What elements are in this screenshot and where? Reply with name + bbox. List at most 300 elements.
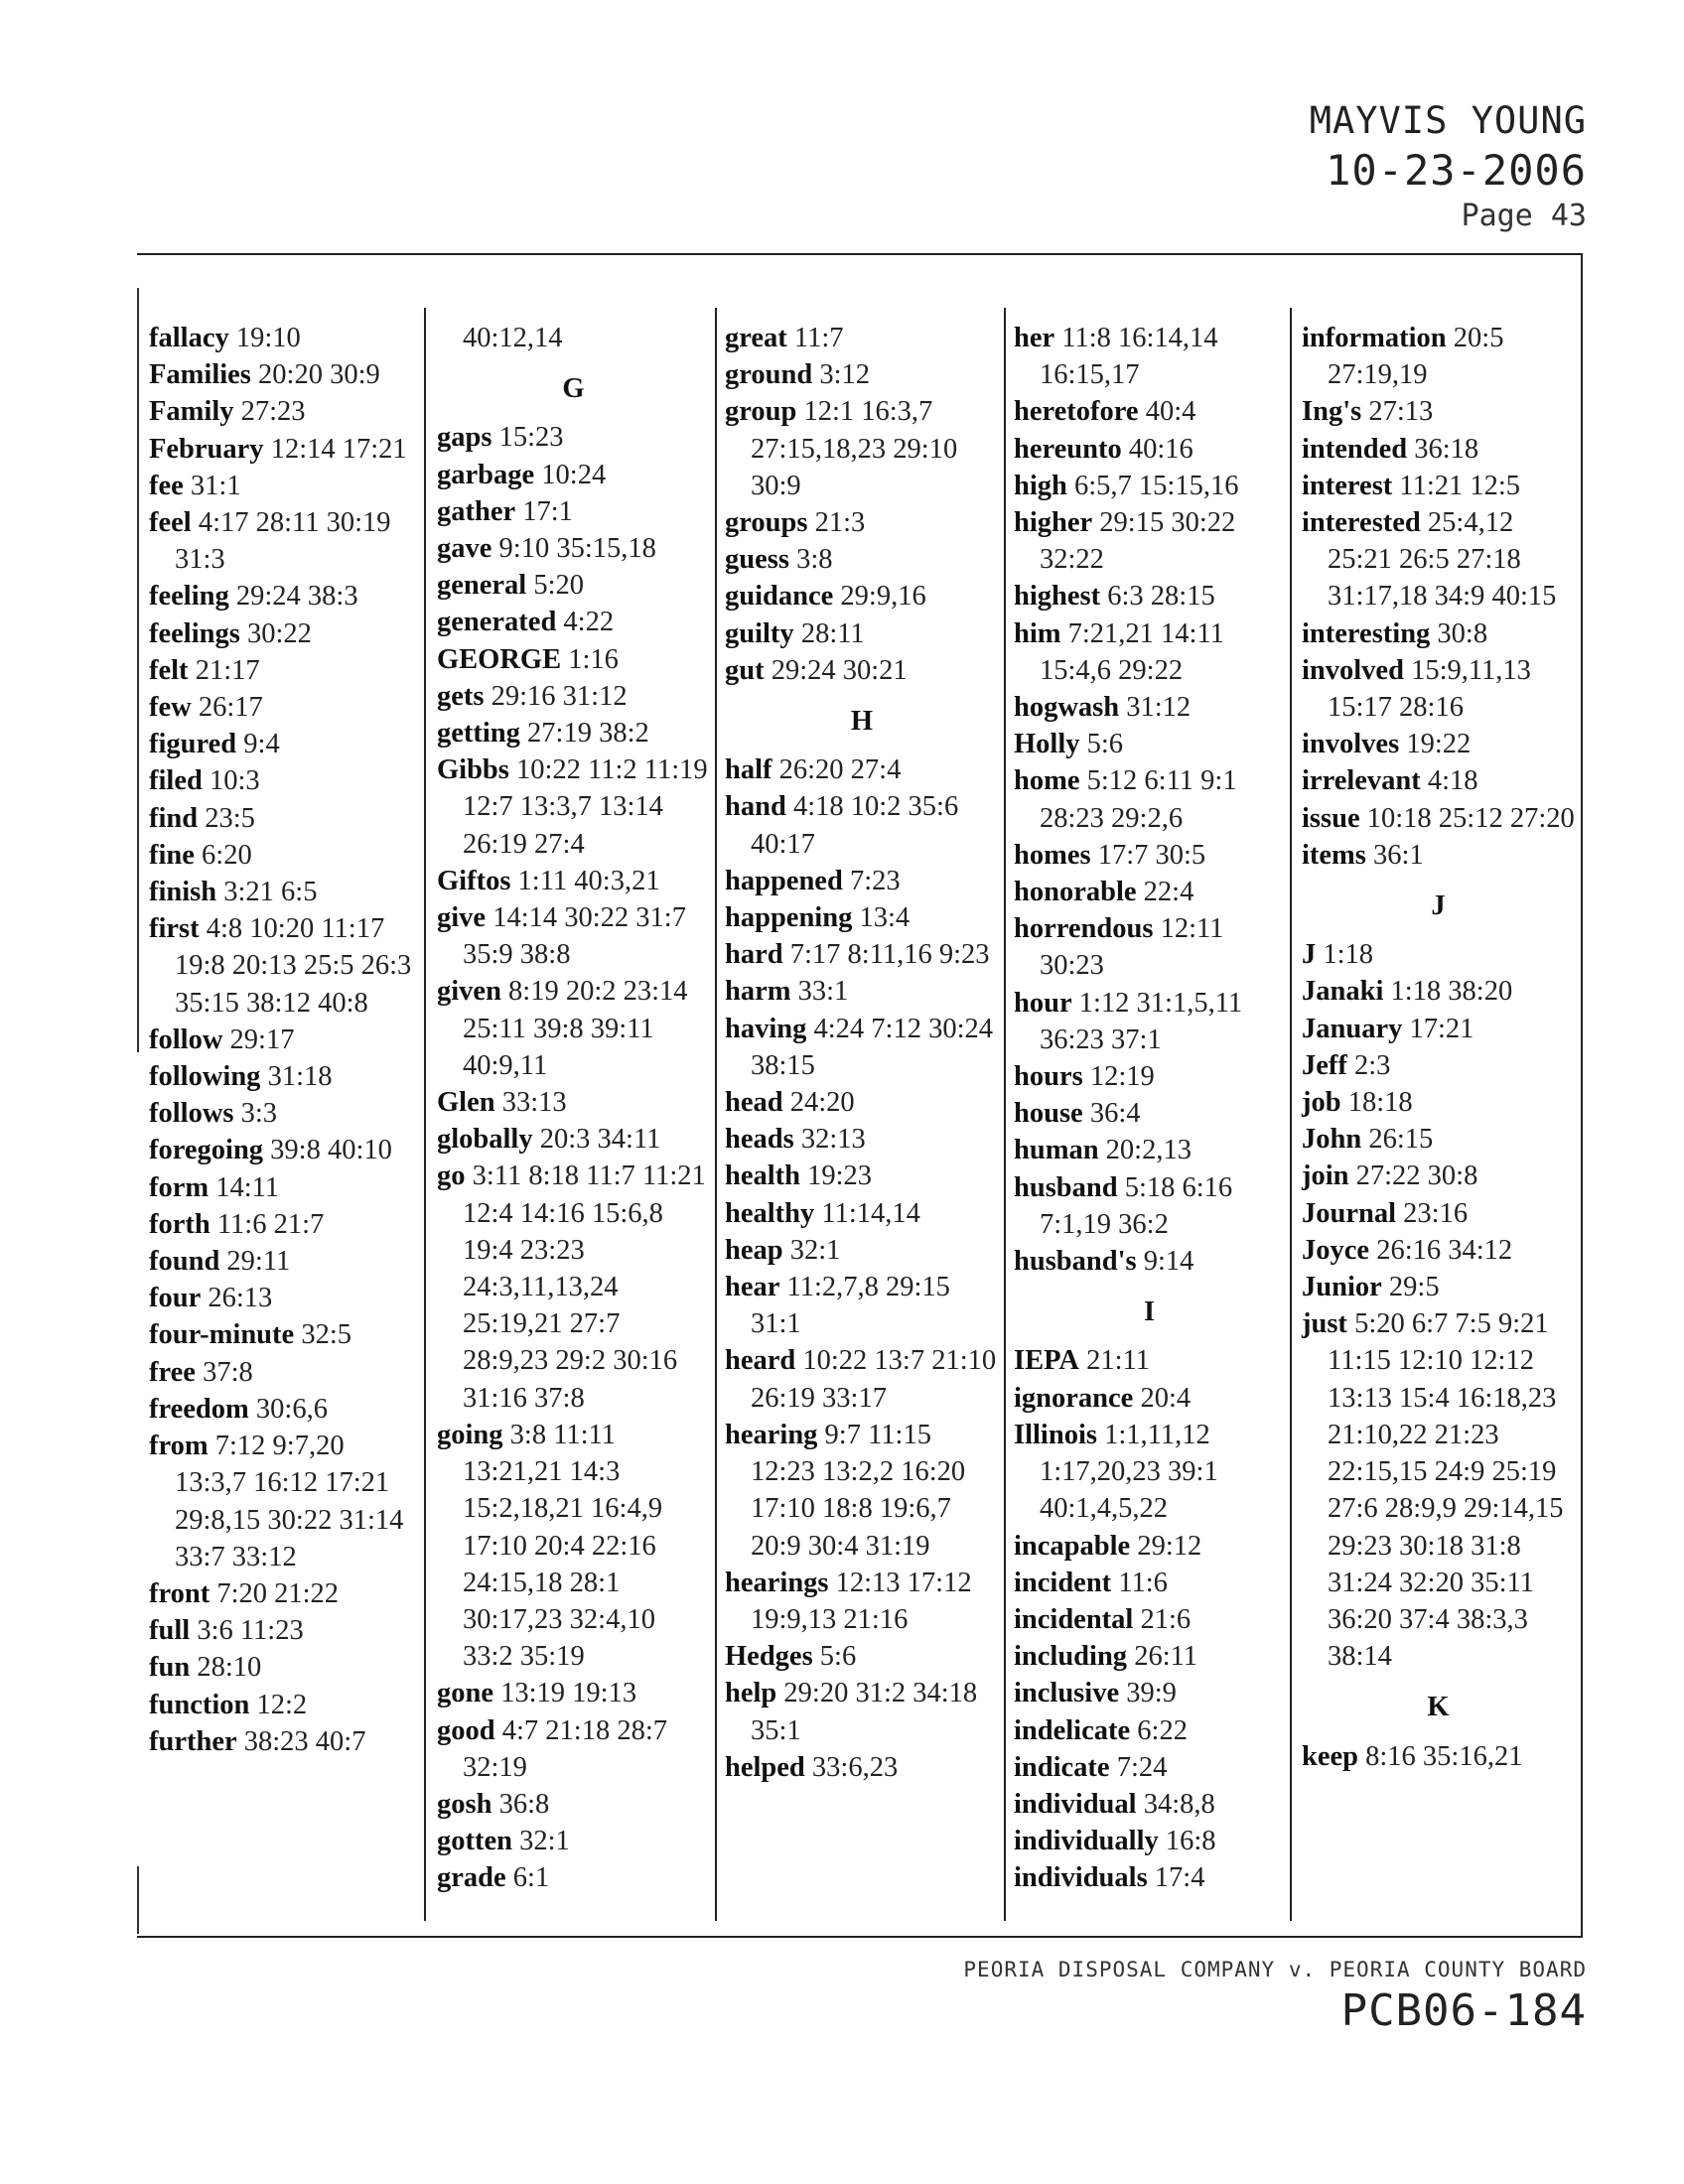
left-border-mark-bottom xyxy=(137,1866,139,1934)
index-term: groups xyxy=(725,507,808,539)
column-divider xyxy=(424,308,426,1921)
page-line-refs: 31:12 xyxy=(1126,692,1192,724)
page-line-refs: 9:10 35:15,18 xyxy=(498,533,656,565)
index-entry xyxy=(437,899,710,973)
index-term: hearing xyxy=(725,1419,818,1450)
page-line-refs: 33:6,23 xyxy=(811,1751,899,1783)
index-entry xyxy=(725,1417,999,1565)
page-line-refs: 10:18 25:12 27:20 xyxy=(1366,802,1575,834)
index-term: Jeff xyxy=(1302,1049,1347,1081)
index-entry xyxy=(437,1712,710,1786)
index-term: Glen xyxy=(437,1087,495,1119)
index-entry xyxy=(437,1121,710,1158)
index-entry xyxy=(725,1084,999,1121)
page-line-refs: 36:18 xyxy=(1414,433,1479,465)
page-line-refs: 21:11 xyxy=(1086,1345,1150,1377)
index-term: health xyxy=(725,1160,801,1192)
index-term: guess xyxy=(725,544,789,576)
index-term: felt xyxy=(149,654,189,686)
index-term: incidental xyxy=(1014,1603,1134,1635)
page-line-refs: 26:17 xyxy=(198,692,263,724)
index-entry xyxy=(437,1823,710,1859)
index-entry xyxy=(1014,1712,1285,1749)
index-term: further xyxy=(149,1725,237,1757)
page-line-refs: 4:18 xyxy=(1427,765,1478,797)
index-term: heard xyxy=(725,1345,796,1377)
index-term: filed xyxy=(149,765,203,797)
index-term: Journal xyxy=(1302,1197,1397,1229)
page-line-refs: 29:24 30:21 xyxy=(771,654,908,686)
index-entry xyxy=(437,1786,710,1823)
index-entry xyxy=(149,1687,419,1723)
page-line-refs: 5:12 6:11 9:1 28:23 29:2,6 xyxy=(1040,765,1237,834)
page-line-refs: 27:23 xyxy=(240,396,306,428)
index-term: few xyxy=(149,692,192,724)
deposition-date: 10-23-2006 xyxy=(1326,146,1587,195)
index-entry xyxy=(437,493,710,530)
index-entry xyxy=(1302,1738,1575,1775)
index-entry xyxy=(149,1428,419,1575)
index-entry xyxy=(1302,615,1575,652)
page-line-refs: 29:12 xyxy=(1137,1530,1202,1562)
page-line-refs: 19:22 xyxy=(1406,729,1472,760)
index-term: human xyxy=(1014,1135,1099,1166)
index-entry xyxy=(725,393,999,504)
index-entry xyxy=(1014,393,1285,430)
page-line-refs: 27:22 30:8 xyxy=(1355,1160,1478,1192)
index-entry xyxy=(1302,1269,1575,1305)
page-line-refs: 4:22 xyxy=(563,607,615,638)
index-entry xyxy=(1014,1749,1285,1786)
index-entry xyxy=(1014,726,1285,762)
page-line-refs: 21:6 xyxy=(1140,1603,1192,1635)
page-line-refs: 1:18 38:20 xyxy=(1390,976,1513,1008)
page-line-refs: 7:23 xyxy=(849,865,901,896)
index-entry xyxy=(1302,320,1575,393)
index-entry xyxy=(725,1121,999,1158)
page-line-refs: 20:3 34:11 xyxy=(539,1124,661,1156)
page-line-refs: 9:4 xyxy=(243,729,280,760)
index-term: gotten xyxy=(437,1826,512,1857)
index-entry xyxy=(1014,874,1285,910)
index-column-5 xyxy=(1302,320,1575,1775)
index-term: her xyxy=(1014,323,1055,353)
index-term: follows xyxy=(149,1098,234,1130)
index-term: homes xyxy=(1014,839,1091,871)
page-line-refs: 6:3 28:15 xyxy=(1107,581,1215,613)
index-term: heap xyxy=(725,1234,783,1266)
page-line-refs: 39:9 xyxy=(1126,1678,1177,1709)
page-line-refs: 32:13 xyxy=(800,1124,866,1156)
index-term: front xyxy=(149,1577,210,1609)
index-term: hogwash xyxy=(1014,692,1120,724)
index-term: interesting xyxy=(1302,617,1431,649)
index-entry xyxy=(725,615,999,652)
index-term: first xyxy=(149,913,200,945)
page-line-refs: 11:8 16:14,14 16:15,17 xyxy=(1040,323,1218,391)
index-entry-continuation xyxy=(437,320,710,356)
index-entry xyxy=(1302,1232,1575,1269)
index-entry xyxy=(1302,1121,1575,1158)
section-letter: K xyxy=(1427,1692,1450,1723)
index-entry xyxy=(1302,1047,1575,1084)
index-entry xyxy=(1302,1195,1575,1232)
index-entry xyxy=(149,689,419,726)
page-line-refs: 4:7 21:18 28:7 32:19 xyxy=(463,1714,667,1783)
index-entry xyxy=(725,973,999,1010)
page-line-refs: 33:13 xyxy=(501,1087,567,1119)
page-line-refs: 7:20 21:22 xyxy=(216,1577,340,1609)
index-term: good xyxy=(437,1714,495,1746)
index-term: information xyxy=(1302,323,1447,353)
index-entry xyxy=(437,863,710,899)
index-term: helped xyxy=(725,1751,805,1783)
index-entry xyxy=(1302,936,1575,973)
page-line-refs: 21:17 xyxy=(195,654,260,686)
index-term: heretofore xyxy=(1014,396,1139,428)
index-entry xyxy=(725,1638,999,1675)
index-entry xyxy=(725,356,999,393)
index-term: individuals xyxy=(1014,1862,1148,1894)
page-line-refs: 10:24 xyxy=(541,459,607,490)
index-entry xyxy=(1014,1528,1285,1565)
page-line-refs: 5:6 xyxy=(819,1641,857,1673)
index-term: foregoing xyxy=(149,1135,264,1166)
page-line-refs: 38:23 40:7 xyxy=(243,1725,366,1757)
page-line-refs: 29:20 31:2 34:18 35:1 xyxy=(751,1678,978,1746)
page-line-refs: 22:4 xyxy=(1143,877,1194,908)
index-entry xyxy=(437,604,710,640)
index-entry xyxy=(725,1195,999,1232)
index-term: form xyxy=(149,1171,210,1203)
index-term: Ing's xyxy=(1302,396,1362,428)
index-term: high xyxy=(1014,470,1067,501)
page-line-refs: 1:1,11,12 1:17,20,23 39:1 40:1,4,5,22 xyxy=(1040,1419,1218,1525)
index-entry xyxy=(1014,1638,1285,1675)
index-entry xyxy=(1014,320,1285,393)
index-entry xyxy=(1014,468,1285,504)
index-entry xyxy=(1302,762,1575,799)
index-entry xyxy=(149,393,419,430)
page-line-refs: 11:14,14 xyxy=(821,1197,920,1229)
page-line-refs: 2:3 xyxy=(1354,1049,1391,1081)
index-term: February xyxy=(149,433,264,465)
index-entry xyxy=(437,419,710,456)
index-term: Family xyxy=(149,396,234,428)
index-entry xyxy=(1014,1132,1285,1168)
page-line-refs: 11:7 xyxy=(793,323,844,353)
page-line-refs: 12:2 xyxy=(256,1689,308,1720)
index-entry xyxy=(149,726,419,762)
page-line-refs: 29:11 xyxy=(226,1246,291,1278)
index-term: GEORGE xyxy=(437,643,562,675)
page-line-refs: 27:13 xyxy=(1368,396,1434,428)
page-line-refs: 11:6 21:7 xyxy=(216,1208,325,1240)
index-entry xyxy=(725,320,999,356)
index-entry xyxy=(437,751,710,863)
index-term: feel xyxy=(149,507,192,539)
index-entry xyxy=(1302,1011,1575,1047)
index-term: individual xyxy=(1014,1788,1137,1820)
index-term: irrelevant xyxy=(1302,765,1421,797)
index-entry xyxy=(149,1243,419,1280)
index-term: happened xyxy=(725,865,843,896)
page-line-refs: 20:4 xyxy=(1140,1382,1192,1414)
index-entry xyxy=(149,1058,419,1095)
page-line-refs: 16:8 xyxy=(1165,1826,1216,1857)
index-term: hearings xyxy=(725,1567,829,1598)
index-term: home xyxy=(1014,765,1080,797)
index-entry xyxy=(1014,431,1285,468)
index-term: freedom xyxy=(149,1393,249,1425)
index-entry xyxy=(149,652,419,689)
index-term: help xyxy=(725,1678,777,1709)
index-term: garbage xyxy=(437,459,535,490)
page-line-refs: 20:5 27:19,19 xyxy=(1328,323,1504,391)
page-line-refs: 4:18 10:2 35:6 40:17 xyxy=(751,791,959,860)
index-term: from xyxy=(149,1431,209,1462)
index-entry xyxy=(149,1575,419,1612)
page-line-refs: 30:6,6 xyxy=(255,1393,328,1425)
index-term: fallacy xyxy=(149,323,229,353)
index-term: gaps xyxy=(437,422,492,454)
page-line-refs: 26:16 34:12 xyxy=(1376,1234,1513,1266)
index-entry xyxy=(1014,504,1285,578)
column-divider xyxy=(1290,308,1292,1921)
page-line-refs: 29:5 xyxy=(1388,1272,1440,1303)
index-term: finish xyxy=(149,877,217,908)
index-term: inclusive xyxy=(1014,1678,1120,1709)
index-term: fun xyxy=(149,1652,191,1684)
page-line-refs: 6:20 xyxy=(202,839,252,871)
page-line-refs: 31:1 xyxy=(190,470,241,501)
index-entry xyxy=(437,1158,710,1416)
page-line-refs: 23:16 xyxy=(1403,1197,1469,1229)
index-entry xyxy=(1014,1859,1285,1896)
index-term: horrendous xyxy=(1014,913,1154,945)
index-term: gosh xyxy=(437,1788,492,1820)
index-term: husband xyxy=(1014,1171,1118,1203)
section-letter: I xyxy=(1143,1297,1156,1328)
index-entry xyxy=(1014,837,1285,874)
section-letter: J xyxy=(1431,890,1446,922)
page-line-refs: 20:20 30:9 xyxy=(258,359,380,391)
column-divider xyxy=(715,308,717,1921)
index-term: gave xyxy=(437,533,492,565)
index-term: half xyxy=(725,754,772,786)
page-line-refs: 26:11 xyxy=(1134,1641,1198,1673)
index-entry xyxy=(1302,1084,1575,1121)
index-entry xyxy=(725,1342,999,1416)
page-line-refs: 39:8 40:10 xyxy=(270,1135,392,1166)
index-entry xyxy=(725,899,999,936)
page-line-refs: 3:21 6:5 xyxy=(223,877,318,908)
index-entry xyxy=(149,578,419,614)
index-entry xyxy=(149,1169,419,1206)
index-term: heads xyxy=(725,1124,794,1156)
page-line-refs: 31:18 xyxy=(267,1061,333,1093)
index-entry xyxy=(149,1280,419,1316)
index-entry xyxy=(149,837,419,874)
page-line-refs: 30:22 xyxy=(246,617,312,649)
page-line-refs: 4:24 7:12 30:24 38:15 xyxy=(751,1013,994,1081)
page-line-refs: 20:2,13 xyxy=(1105,1135,1192,1166)
page-line-refs: 27:19 38:2 xyxy=(527,718,649,750)
index-entry xyxy=(149,1723,419,1760)
page-line-refs: 12:13 17:12 19:9,13 21:16 xyxy=(751,1567,972,1635)
index-entry xyxy=(437,1417,710,1675)
page-line-refs: 3:8 11:11 13:21,21 14:3 15:2,18,21 16:4,9 17:10 20:4 22:16 24:15,18 28:1 30:17,23 32:4,10 33:2 35:19 xyxy=(463,1419,663,1673)
index-entry xyxy=(149,1022,419,1058)
index-entry xyxy=(149,468,419,504)
index-term: full xyxy=(149,1615,191,1647)
index-entry xyxy=(149,1649,419,1686)
page-line-refs: 8:19 20:2 23:14 25:11 39:8 39:11 40:9,11 xyxy=(463,976,688,1081)
page-line-refs: 19:23 xyxy=(807,1160,873,1192)
index-term: items xyxy=(1302,839,1366,871)
index-entry xyxy=(437,973,710,1084)
index-term: job xyxy=(1302,1087,1341,1119)
index-entry xyxy=(149,1206,419,1243)
index-entry xyxy=(725,1158,999,1194)
page-line-refs: 29:9,16 xyxy=(840,581,926,613)
index-term: involved xyxy=(1302,654,1404,686)
index-entry xyxy=(725,1675,999,1748)
index-entry xyxy=(1014,985,1285,1058)
index-entry xyxy=(725,1011,999,1084)
index-entry xyxy=(725,788,999,862)
page-line-refs: 36:4 xyxy=(1089,1098,1141,1130)
index-column-2 xyxy=(437,320,710,1897)
page-line-refs: 3:6 11:23 xyxy=(197,1615,304,1647)
index-term: IEPA xyxy=(1014,1345,1079,1377)
index-term: higher xyxy=(1014,507,1093,539)
page-line-refs: 36:1 xyxy=(1373,839,1424,871)
index-entry xyxy=(149,1095,419,1132)
index-term: give xyxy=(437,902,487,934)
index-entry xyxy=(1014,910,1285,984)
witness-name: MAYVIS YOUNG xyxy=(1309,99,1587,142)
index-entry xyxy=(1302,431,1575,468)
index-term: go xyxy=(437,1160,466,1192)
index-term: hand xyxy=(725,791,786,823)
index-term: head xyxy=(725,1087,783,1119)
index-entry xyxy=(149,1316,419,1353)
page-line-refs: 29:17 xyxy=(229,1024,295,1055)
index-term: hard xyxy=(725,939,783,971)
page-line-refs: 3:12 xyxy=(819,359,870,391)
index-term: just xyxy=(1302,1308,1347,1340)
index-term: fine xyxy=(149,839,195,871)
index-entry xyxy=(1302,837,1575,874)
index-term: follow xyxy=(149,1024,223,1055)
index-entry xyxy=(1014,615,1285,689)
index-entry xyxy=(725,541,999,578)
index-term: hereunto xyxy=(1014,433,1122,465)
index-entry xyxy=(437,641,710,678)
page-line-refs: 17:7 30:5 xyxy=(1097,839,1206,871)
index-term: forth xyxy=(149,1208,210,1240)
index-term: Janaki xyxy=(1302,976,1384,1008)
page-line-refs: 10:22 11:2 11:19 12:7 13:3,7 13:14 26:19 27:4 xyxy=(463,754,708,860)
index-term: healthy xyxy=(725,1197,815,1229)
index-term: gut xyxy=(725,654,765,686)
index-entry xyxy=(149,1132,419,1168)
index-term: Families xyxy=(149,359,251,391)
index-entry xyxy=(1302,504,1575,615)
page-line-refs: 14:14 30:22 31:7 35:9 38:8 xyxy=(463,902,686,971)
index-term: January xyxy=(1302,1013,1403,1044)
index-term: ignorance xyxy=(1014,1382,1134,1414)
index-entry xyxy=(437,1859,710,1896)
index-entry xyxy=(1014,1786,1285,1823)
page-line-refs: 10:3 xyxy=(209,765,260,797)
page-line-refs: 3:11 8:18 11:7 11:21 12:4 14:16 15:6,8 19:4 23:23 24:3,11,13,24 25:19,21 27:7 28:9,23 29:2 30:16 31:16 37:8 xyxy=(463,1160,706,1414)
page-line-refs: 32:1 xyxy=(789,1234,841,1266)
index-entry xyxy=(1014,1095,1285,1132)
index-term: him xyxy=(1014,617,1061,649)
page-line-refs: 7:21,21 14:11 15:4,6 29:22 xyxy=(1040,617,1224,686)
index-term: interested xyxy=(1302,507,1421,539)
page-line-refs: 34:8,8 xyxy=(1143,1788,1215,1820)
index-entry xyxy=(149,874,419,910)
index-term: incident xyxy=(1014,1567,1112,1598)
index-entry xyxy=(725,1749,999,1786)
index-entry xyxy=(1302,1158,1575,1194)
index-entry xyxy=(725,652,999,689)
index-term: going xyxy=(437,1419,503,1450)
page-line-refs: 12:1 16:3,7 27:15,18,23 29:10 30:9 xyxy=(751,396,958,501)
index-term: grade xyxy=(437,1862,506,1894)
page-line-refs: 40:12,14 xyxy=(463,323,563,353)
page-line-refs: 14:11 xyxy=(215,1171,280,1203)
left-border-mark xyxy=(137,288,139,1052)
page-line-refs: 1:16 xyxy=(568,643,619,675)
page-line-refs: 19:10 xyxy=(235,323,301,353)
case-number: PCB06-184 xyxy=(1340,1985,1587,2036)
index-term: indicate xyxy=(1014,1751,1110,1783)
page-line-refs: 40:16 xyxy=(1128,433,1193,465)
index-term: Hedges xyxy=(725,1641,813,1673)
index-term: great xyxy=(725,323,787,353)
index-entry xyxy=(1014,1243,1285,1280)
index-entry xyxy=(1014,1565,1285,1601)
index-entry xyxy=(1302,726,1575,762)
page-line-refs: 6:1 xyxy=(512,1862,550,1894)
index-term: involves xyxy=(1302,729,1400,760)
page-line-refs: 1:12 31:1,5,11 36:23 37:1 xyxy=(1040,987,1243,1055)
page-line-refs: 28:11 xyxy=(800,617,865,649)
index-entry xyxy=(1014,1380,1285,1417)
index-term: husband's xyxy=(1014,1246,1137,1278)
index-entry xyxy=(149,1391,419,1428)
page-line-refs: 3:3 xyxy=(240,1098,278,1130)
index-term: generated xyxy=(437,607,557,638)
page-line-refs: 6:5,7 15:15,16 xyxy=(1074,470,1239,501)
index-term: guidance xyxy=(725,581,834,613)
index-term: hour xyxy=(1014,987,1072,1019)
index-term: John xyxy=(1302,1124,1362,1156)
page-line-refs: 5:18 6:16 7:1,19 36:2 xyxy=(1040,1171,1233,1240)
index-entry xyxy=(437,530,710,567)
index-term: hours xyxy=(1014,1061,1083,1093)
page-line-refs: 15:23 xyxy=(498,422,564,454)
page-line-refs: 32:1 xyxy=(519,1826,570,1857)
index-term: indelicate xyxy=(1014,1714,1131,1746)
page-line-refs: 26:13 xyxy=(208,1283,273,1314)
page-line-refs: 13:19 19:13 xyxy=(500,1678,637,1709)
index-entry xyxy=(1014,1601,1285,1638)
